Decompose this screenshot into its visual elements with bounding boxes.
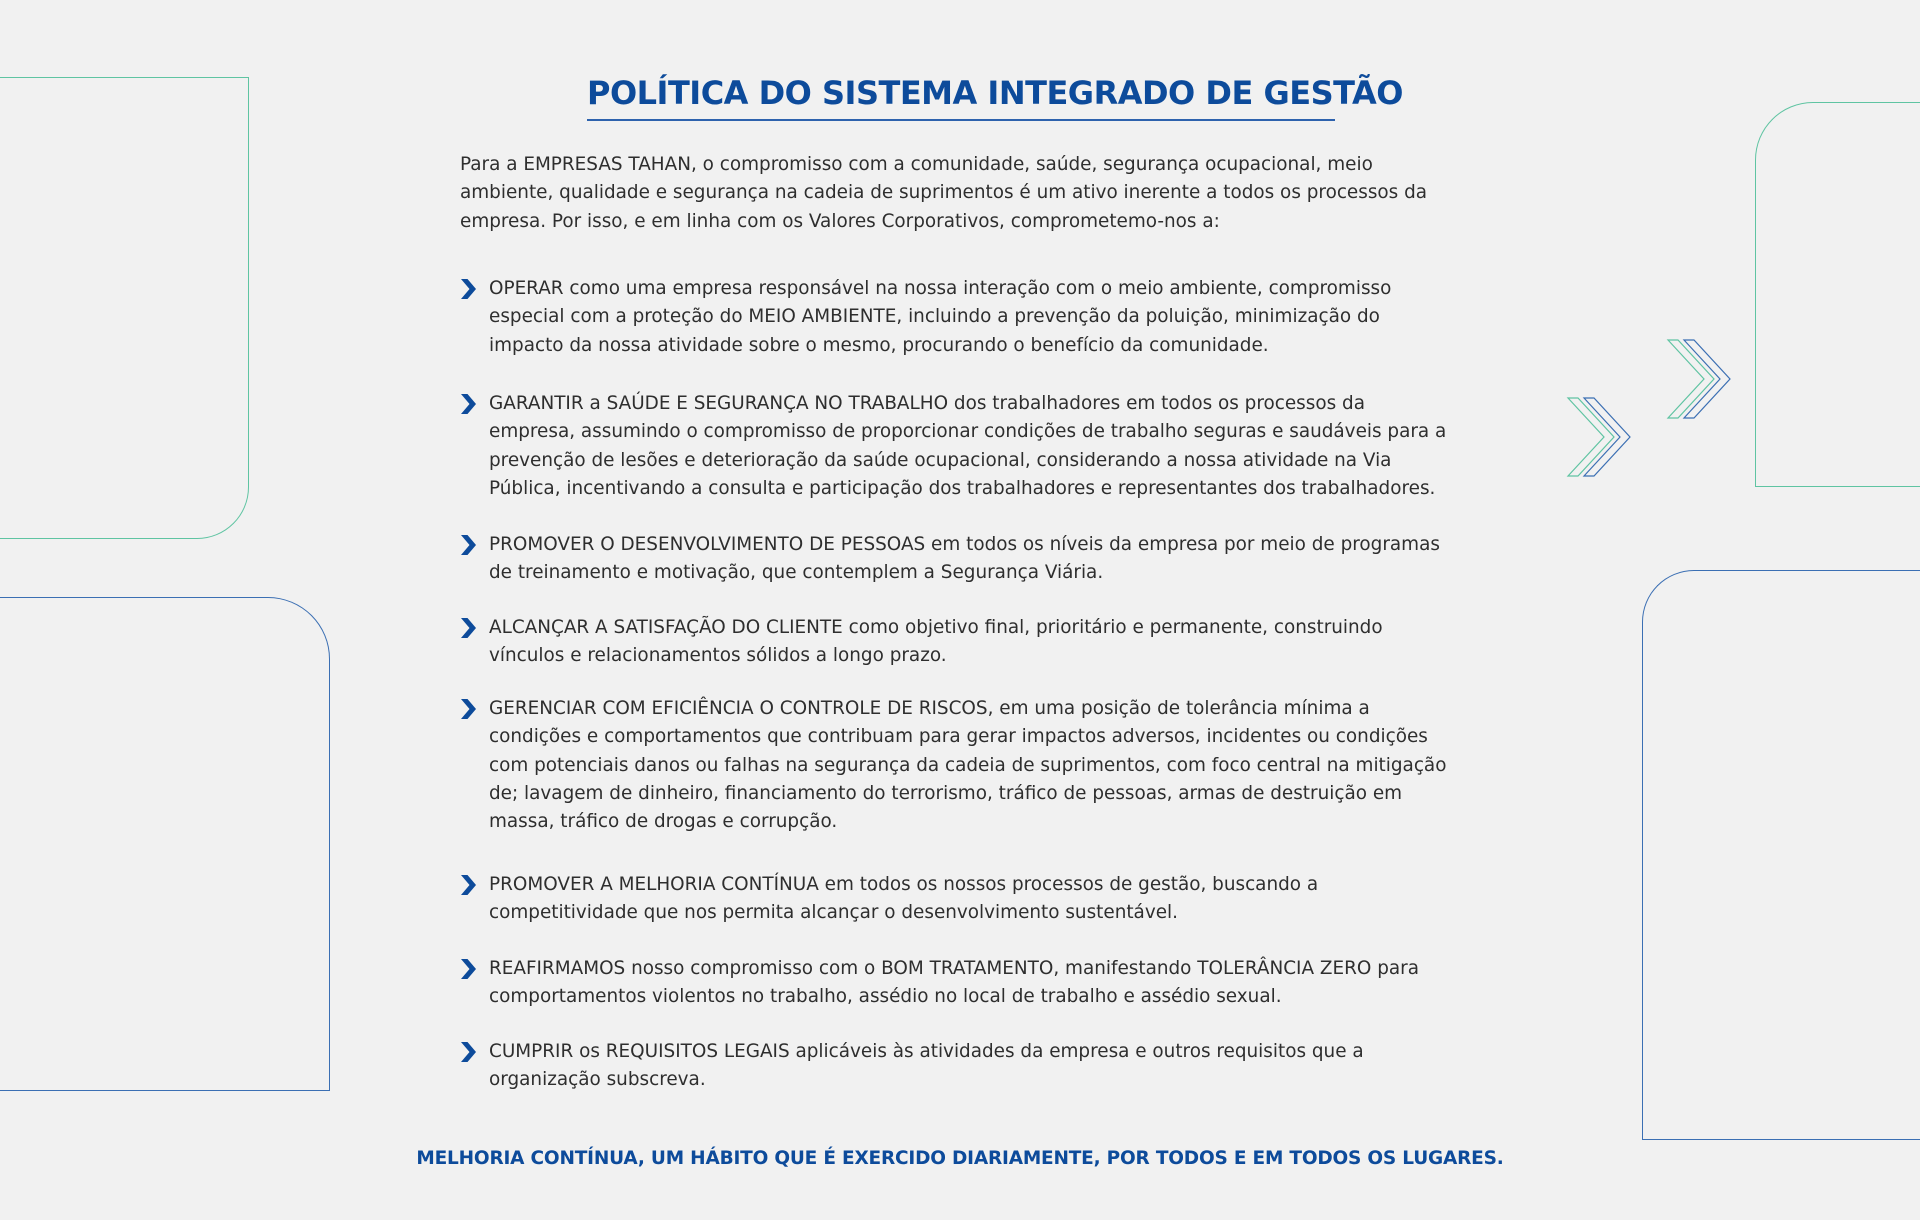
policy-item (460, 1038, 1450, 1095)
footer-slogan: MELHORIA CONTÍNUA, UM HÁBITO QUE É EXERCIDO DIARIAMENTE, POR TODOS E EM TODOS OS LUGARES. (416, 1148, 1504, 1169)
policy-item (460, 275, 1450, 360)
policy-item (460, 955, 1450, 1012)
chevron-right-icon (460, 534, 477, 556)
policy-item (460, 695, 1450, 836)
policy-item (460, 390, 1450, 503)
chevron-right-icon (460, 278, 477, 300)
double-chevron-icon (1564, 392, 1638, 482)
policy-item-text: CUMPRIR os REQUISITOS LEGAIS aplicáveis às atividades da empresa e outros requisitos que a organização subscreva. (489, 1041, 1364, 1091)
policy-item-text: PROMOVER O DESENVOLVIMENTO DE PESSOAS em todos os níveis da empresa por meio de programas de treinamento e motivação, que contemplem a Segurança Viária. (489, 534, 1440, 584)
policy-item-text: PROMOVER A MELHORIA CONTÍNUA em todos os nossos processos de gestão, buscando a competitividade que nos permita alcançar o desenvolvimento sustentável. (489, 874, 1319, 924)
policy-item-text: REAFIRMAMOS nosso compromisso com o BOM TRATAMENTO, manifestando TOLERÂNCIA ZERO para comportamentos violentos no trabalho, assédio no local de trabalho e assédio sexual. (489, 958, 1419, 1008)
decorative-frame-bottom-left (0, 597, 330, 1091)
policy-item (460, 531, 1450, 588)
policy-item (460, 871, 1450, 928)
chevron-right-icon (460, 958, 477, 980)
title-underline (587, 119, 1335, 121)
policy-item-text: OPERAR como uma empresa responsável na nossa interação com o meio ambiente, compromisso especial com a proteção do MEIO AMBIENTE, incluindo a prevenção da poluição, minimização do impacto da nossa atividade sobre o mesmo, procurando o benefício da comunidade. (489, 278, 1392, 356)
decorative-frame-top-right (1755, 102, 1920, 487)
decorative-frame-top-left (0, 77, 249, 539)
policy-item-text: ALCANÇAR A SATISFAÇÃO DO CLIENTE como objetivo final, prioritário e permanente, construindo vínculos e relacionamentos sólidos a longo prazo. (489, 617, 1383, 667)
policy-item-text: GERENCIAR COM EFICIÊNCIA O CONTROLE DE RISCOS, em uma posição de tolerância mínima a condições e comportamentos que contribuam para gerar impactos adversos, incidentes ou condições com potenciais danos ou falhas na segurança da cadeia de suprimentos, com foco central na mitigação de; lavagem de dinheiro, financiamento do terrorismo, tráfico de pessoas, armas de destruição em massa, tráfico de drogas e corrupção. (489, 698, 1447, 833)
chevron-right-icon (460, 874, 477, 896)
policy-item (460, 614, 1450, 671)
chevron-right-icon (460, 698, 477, 720)
decorative-frame-bottom-right (1642, 570, 1920, 1140)
intro-paragraph: Para a EMPRESAS TAHAN, o compromisso com a comunidade, saúde, segurança ocupacional, meio ambiente, qualidade e segurança na cadeia de suprimentos é um ativo inerente a todos os processos da empresa. Por isso, e em linha com os Valores Corporativos, comprometemo-nos a: (460, 154, 1428, 232)
page-title: POLÍTICA DO SISTEMA INTEGRADO DE GESTÃO (587, 74, 1403, 112)
chevron-right-icon (460, 617, 477, 639)
double-chevron-icon (1664, 334, 1738, 424)
title-block (587, 70, 1403, 121)
chevron-right-icon (460, 1041, 477, 1063)
policy-item-text: GARANTIR a SAÚDE E SEGURANÇA NO TRABALHO dos trabalhadores em todos os processos da empresa, assumindo o compromisso de proporcionar condições de trabalho seguras e saudáveis para a prevenção de lesões e deterioração da saúde ocupacional, considerando a nossa atividade na Via Pública, incentivando a consulta e participação dos trabalhadores e representantes dos trabalhadores. (489, 393, 1447, 499)
chevron-right-icon (460, 393, 477, 415)
policy-content (460, 151, 1450, 236)
